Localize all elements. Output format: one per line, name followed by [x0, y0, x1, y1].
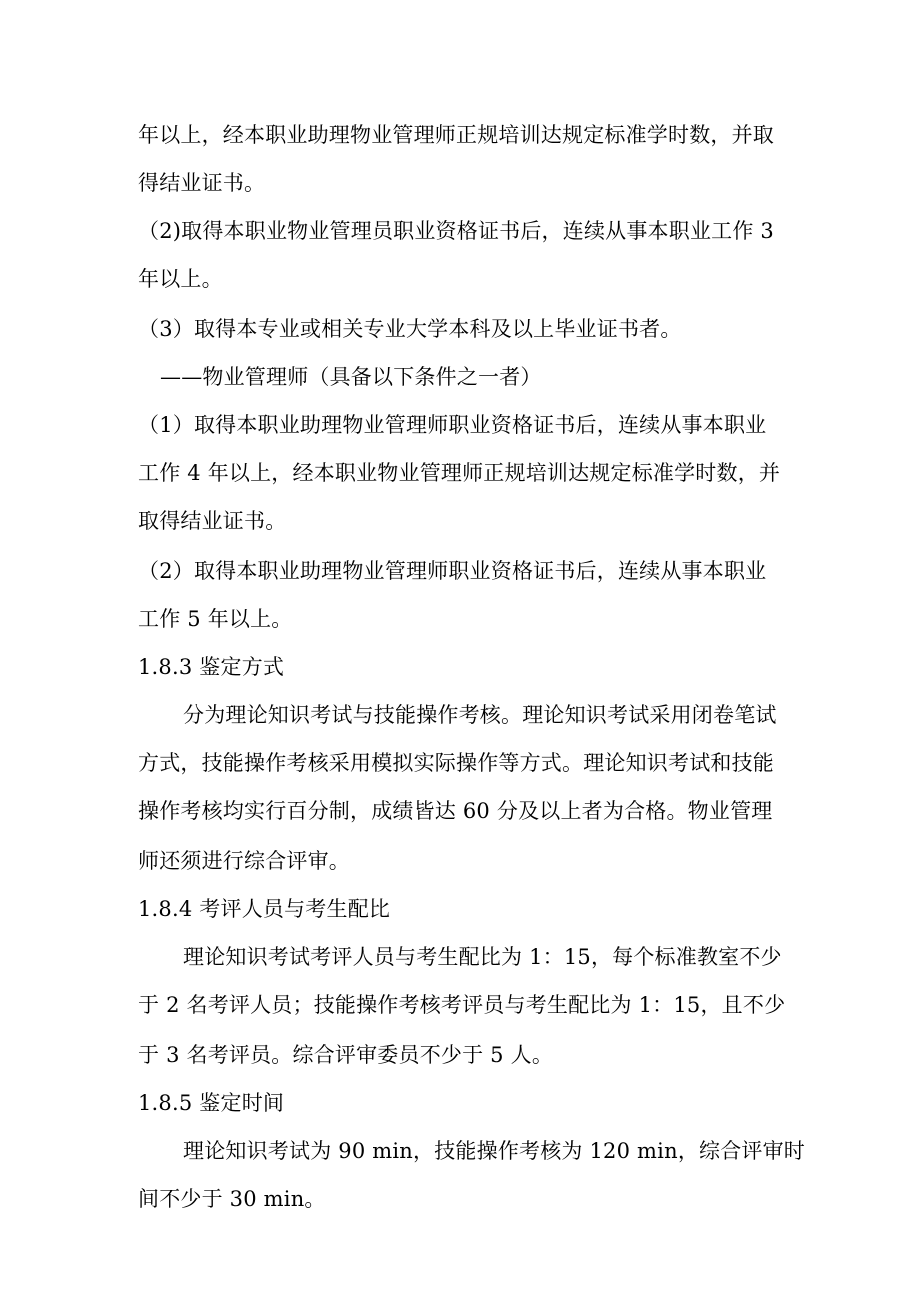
list-item-line: 年以上。: [138, 267, 223, 291]
paragraph-line: 于 2 名考评人员；技能操作考核考评员与考生配比为 1：15，且不少: [138, 993, 786, 1017]
paragraph-line: 间不少于 30 min。: [138, 1187, 326, 1211]
list-item-line: 取得结业证书。: [138, 509, 287, 533]
paragraph-line: 理论知识考试考评人员与考生配比为 1：15，每个标准教室不少: [183, 945, 782, 969]
list-item-line: （1）取得本职业助理物业管理师职业资格证书后，连续从事本职业: [138, 413, 767, 437]
list-item-line: 工作 4 年以上，经本职业物业管理师正规培训达规定标准学时数，并: [138, 461, 781, 485]
paragraph-line: 理论知识考试为 90 min，技能操作考核为 120 min，综合评审时: [183, 1139, 806, 1163]
paragraph-line: 分为理论知识考试与技能操作考核。理论知识考试采用闭卷笔试: [183, 703, 777, 727]
list-item-line: （3）取得本专业或相关专业大学本科及以上毕业证书者。: [138, 317, 682, 341]
paragraph-line: 师还须进行综合评审。: [138, 849, 350, 873]
section-heading: 1.8.3 鉴定方式: [138, 655, 285, 679]
subheading-line: ——物业管理师（具备以下条件之一者）: [160, 365, 542, 389]
paragraph-line: 年以上，经本职业助理物业管理师正规培训达规定标准学时数，并取: [138, 123, 774, 147]
section-heading: 1.8.4 考评人员与考生配比: [138, 897, 391, 921]
paragraph-line: 得结业证书。: [138, 171, 266, 195]
paragraph-line: 于 3 名考评员。综合评审委员不少于 5 人。: [138, 1043, 554, 1067]
paragraph-line: 方式，技能操作考核采用模拟实际操作等方式。理论知识考试和技能: [138, 751, 774, 775]
section-heading: 1.8.5 鉴定时间: [138, 1091, 285, 1115]
list-item-line: （2）取得本职业助理物业管理师职业资格证书后，连续从事本职业: [138, 559, 767, 583]
paragraph-line: 操作考核均实行百分制，成绩皆达 60 分及以上者为合格。物业管理: [138, 799, 773, 823]
list-item-line: 工作 5 年以上。: [138, 607, 293, 631]
list-item-line: （2)取得本职业物业管理员职业资格证书后，连续从事本职业工作 3: [138, 219, 774, 243]
